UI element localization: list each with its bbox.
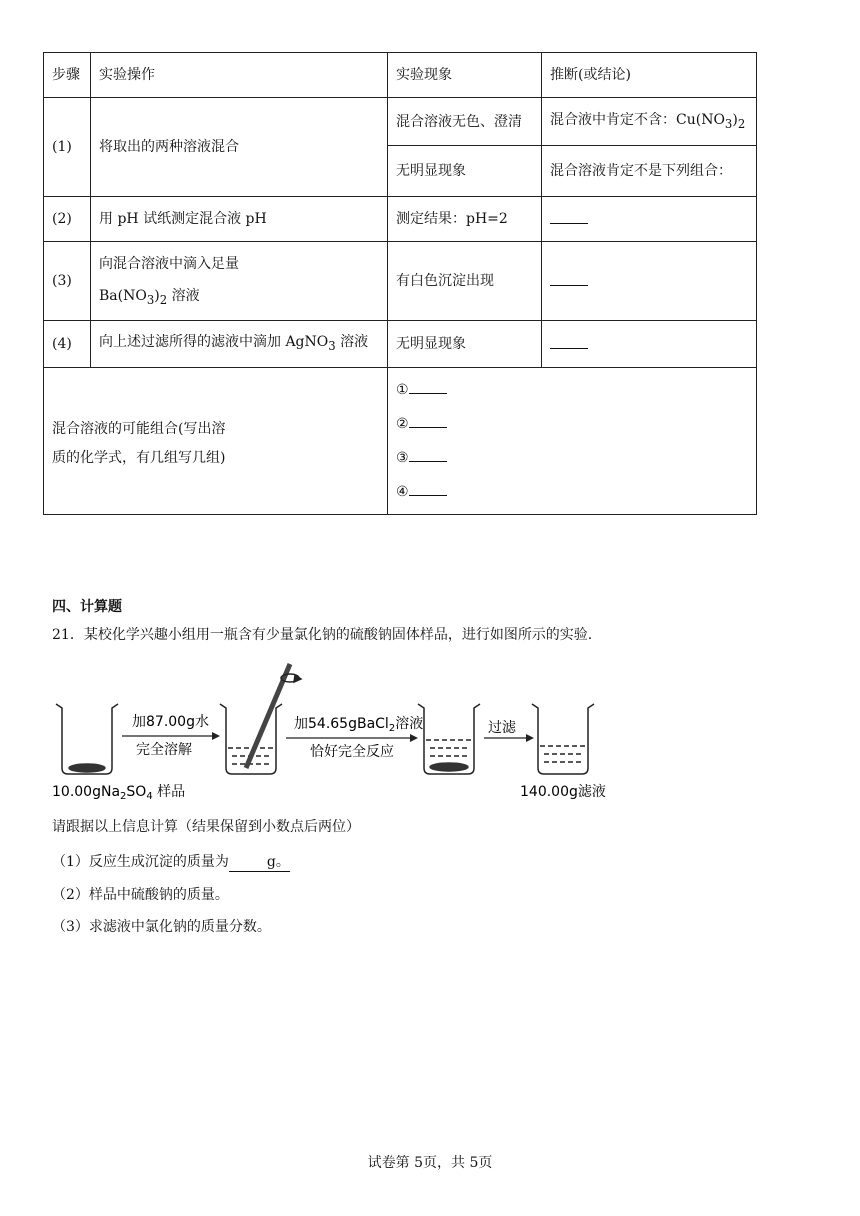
table-row bbox=[44, 197, 757, 242]
row5-label-line1: 混合溶液的可能组合(写出溶 bbox=[52, 421, 226, 437]
answer-line-4[interactable]: ④ bbox=[396, 475, 748, 509]
row1-conclusion-b: 混合溶液肯定不是下列组合： bbox=[542, 146, 757, 197]
instruction-text: 请跟据以上信息计算（结果保留到小数点后两位） bbox=[52, 819, 360, 835]
beaker-filtrate-icon bbox=[532, 704, 594, 774]
row2-step: (2) bbox=[44, 197, 91, 242]
experiment-figure bbox=[48, 656, 608, 806]
beaker-precipitate-icon bbox=[418, 704, 480, 774]
row3-step: (3) bbox=[44, 242, 91, 321]
experiment-table bbox=[43, 52, 757, 515]
row5-answers bbox=[388, 368, 757, 515]
sub-question-1: （1）反应生成沉淀的质量为 g。 bbox=[52, 851, 290, 872]
arrow-1-icon bbox=[122, 732, 220, 740]
step2-bottom-label: 恰好完全反应 bbox=[310, 744, 394, 760]
table-row bbox=[44, 98, 757, 146]
table-row bbox=[44, 321, 757, 368]
page-footer: 试卷第 5页，共 5页 bbox=[367, 1155, 493, 1171]
step2-top-label: 加54.65gBaCl$_2$溶液 bbox=[294, 716, 424, 734]
table-header-row bbox=[44, 53, 757, 98]
arrow-2-icon bbox=[286, 734, 418, 742]
row1-conclusion-a: 混合液中肯定不含：$Cu(NO_3)_2$ bbox=[542, 98, 757, 146]
beaker-sample-icon bbox=[56, 704, 118, 774]
filtrate-label: 140.00g滤液 bbox=[520, 784, 606, 800]
row3-answer-blank[interactable] bbox=[542, 242, 757, 321]
row5-label-line2: 质的化学式，有几组写几组) bbox=[52, 450, 226, 466]
step1-top-label: 加87.00g水 bbox=[132, 714, 209, 730]
question-stem: 21．某校化学兴趣小组用一瓶含有少量氯化钠的硫酸钠固体样品，进行如图所示的实验. bbox=[52, 627, 593, 643]
sub-question-3: （3）求滤液中氯化钠的质量分数。 bbox=[52, 919, 271, 935]
row1-operation: 将取出的两种溶液混合 bbox=[91, 98, 388, 197]
row2-operation: 用 pH 试纸测定混合液 pH bbox=[91, 197, 388, 242]
row3-operation-line1: 向混合溶液中滴入足量 bbox=[99, 256, 239, 273]
table-row bbox=[44, 242, 757, 321]
row1-step: (1) bbox=[44, 98, 91, 197]
section-title: 四、计算题 bbox=[52, 599, 122, 615]
step1-bottom-label: 完全溶解 bbox=[136, 742, 192, 758]
sub-question-2: （2）样品中硫酸钠的质量。 bbox=[52, 887, 229, 903]
answer-line-3[interactable]: ③ bbox=[396, 441, 748, 475]
step3-top-label: 过滤 bbox=[488, 720, 516, 736]
row3-operation-line2: $Ba(NO_3)_2$ 溶液 bbox=[99, 288, 200, 307]
row4-phenomenon: 无明显现象 bbox=[388, 321, 542, 368]
beaker-stirring-icon bbox=[220, 664, 301, 774]
row4-operation: 向上述过滤所得的滤液中滴加 AgNO$_3$ 溶液 bbox=[91, 321, 388, 368]
header-operation: 实验操作 bbox=[91, 53, 388, 98]
row3-phenomenon: 有白色沉淀出现 bbox=[388, 242, 542, 321]
row4-answer-blank[interactable] bbox=[542, 321, 757, 368]
row3-operation bbox=[91, 242, 388, 321]
sub1-answer-blank[interactable]: g。 bbox=[229, 851, 290, 872]
row2-answer-blank[interactable] bbox=[542, 197, 757, 242]
row5-label bbox=[44, 368, 388, 515]
row2-phenomenon: 测定结果：pH=2 bbox=[388, 197, 542, 242]
answer-line-2[interactable]: ② bbox=[396, 407, 748, 441]
table-row bbox=[44, 368, 757, 515]
row4-step: (4) bbox=[44, 321, 91, 368]
row1-phenomenon-a: 混合溶液无色、澄清 bbox=[388, 98, 542, 146]
answer-line-1[interactable]: ① bbox=[396, 373, 748, 407]
header-step: 步骤 bbox=[44, 53, 91, 98]
header-conclusion: 推断(或结论) bbox=[542, 53, 757, 98]
row1-phenomenon-b: 无明显现象 bbox=[388, 146, 542, 197]
sample-label: $10.00gNa_2SO_4$ 样品 bbox=[52, 784, 186, 802]
header-phenomenon: 实验现象 bbox=[388, 53, 542, 98]
